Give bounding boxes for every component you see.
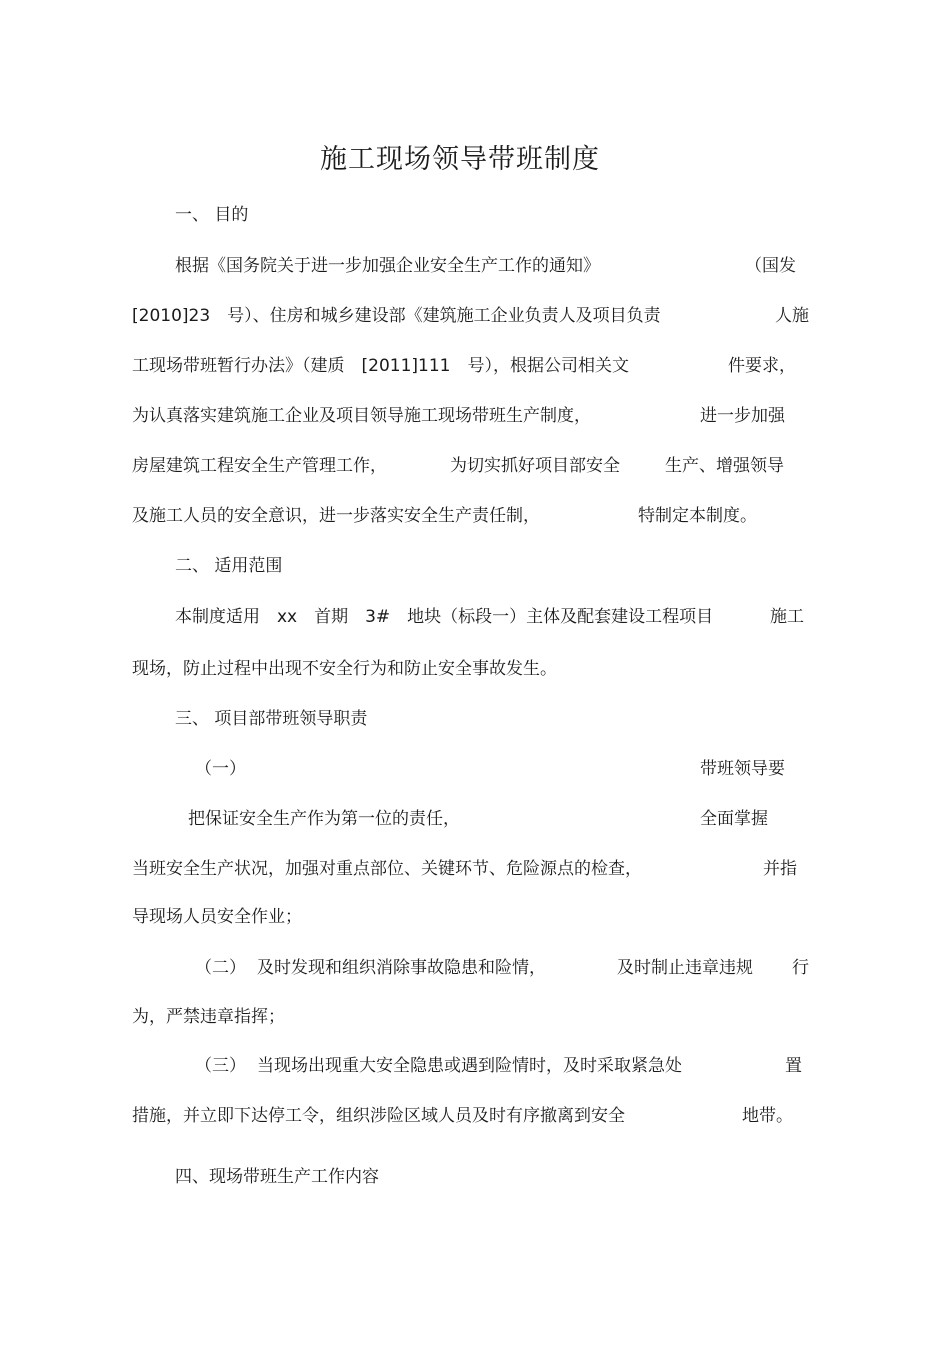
document-title: 施工现场领导带班制度 [320,144,600,175]
item-label: （三） [195,1056,246,1076]
text-line: 并指 [763,859,797,879]
text-line: 置 [785,1056,802,1076]
text-line: 为切实抓好项目部安全 [450,456,620,476]
text-line: 当班安全生产状况，加强对重点部位、关键环节、危险源点的检查， [132,859,642,879]
text-line: 工现场带班暂行办法》（建质 [2011]111 号），根据公司相关文 [132,356,629,376]
text-line: 当现场出现重大安全隐患或遇到险情时，及时采取紧急处 [257,1056,682,1076]
item-label: （二） [195,958,246,978]
text-line: 房屋建筑工程安全生产管理工作， [132,456,387,476]
text-line: 及施工人员的安全意识，进一步落实安全生产责任制， [132,506,540,526]
text-line: 带班领导要 [700,759,785,779]
text-line: （国发 [745,256,796,276]
item-label: （一） [195,759,246,779]
section-heading-purpose: 一、 目的 [175,205,249,225]
text-line: 行 [792,958,809,978]
text-line: 特制定本制度。 [638,506,757,526]
text-line: 全面掌握 [700,809,768,829]
text-line: 施工 [770,607,804,627]
text-line: 及时发现和组织消除事故隐患和险情， [257,958,546,978]
text-line: 导现场人员安全作业； [132,907,302,927]
section-heading-duties: 三、 项目部带班领导职责 [175,709,368,729]
text-line: 生产、增强领导 [665,456,784,476]
text-line: 人施 [775,306,809,326]
section-heading-scope: 二、 适用范围 [175,556,283,576]
text-line: 措施，并立即下达停工令，组织涉险区域人员及时有序撤离到安全 [132,1106,625,1126]
text-line: 及时制止违章违规 [617,958,753,978]
text-line: 把保证安全生产作为第一位的责任， [188,809,460,829]
text-line: 现场，防止过程中出现不安全行为和防止安全事故发生。 [132,659,557,679]
text-line: 进一步加强 [700,406,785,426]
section-heading-work-content: 四、现场带班生产工作内容 [175,1167,379,1187]
text-line: 件要求， [728,356,796,376]
text-line: 为，严禁违章指挥； [132,1007,285,1027]
text-line: 本制度适用 xx 首期 3# 地块（标段一）主体及配套建设工程项目 [175,607,714,627]
text-line: 地带。 [742,1106,793,1126]
text-line: [2010]23 号）、住房和城乡建设部《建筑施工企业负责人及项目负责 [132,306,661,326]
text-line: 为认真落实建筑施工企业及项目领导施工现场带班生产制度， [132,406,591,426]
text-line: 根据《国务院关于进一步加强企业安全生产工作的通知》 [175,256,600,276]
